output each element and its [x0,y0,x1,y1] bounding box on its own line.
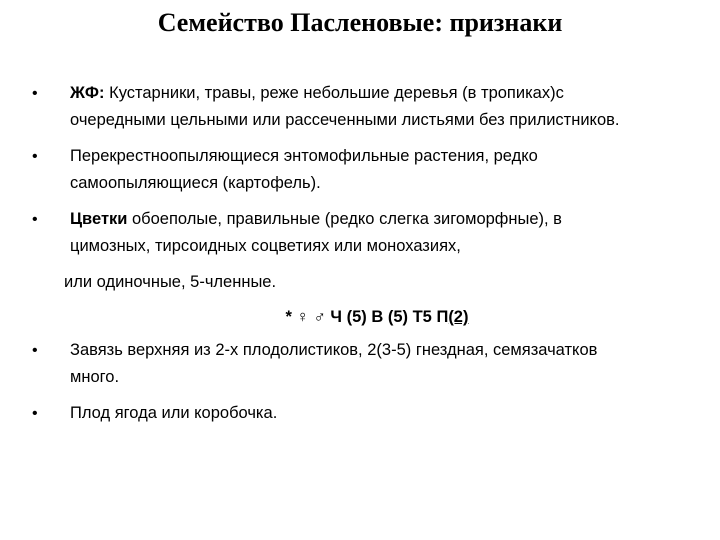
list-item-pollination [32,143,692,197]
content-list [32,80,692,436]
item-text: Завязь верхняя из 2-х плодолистиков, 2(3-5) гнездная, семязачатков [70,341,598,359]
bullet: • [32,405,38,422]
page-title: Семейство Пасленовые: признаки [157,8,563,37]
item-text: обоеполые, правильные (редко слегка зигоморфные), в [127,210,562,228]
list-item-life-form [32,80,692,134]
bullet: • [32,85,38,102]
bullet: • [32,211,38,228]
item-text-line2: очередными цельными или рассеченными листьями без прилистников. [70,111,620,129]
item-label: ЖФ: [70,84,105,102]
list-item-ovary [32,337,692,391]
bullet: • [32,148,38,165]
item-label: Цветки [70,210,128,228]
item-text: Перекрестноопыляющиеся энтомофильные растения, редко [70,147,538,165]
item-text-line2: много. [70,368,120,386]
list-item-fruit [32,400,692,427]
item-text-line2: цимозных, тирсоидных соцветиях или монохазиях, [70,237,461,255]
item-text: Кустарники, травы, реже небольшие деревья (в тропиках)с [104,84,564,102]
continuation-line: или одиночные, 5-членные. [64,273,277,291]
item-text-line2: самоопыляющиеся (картофель). [70,174,321,192]
flower-formula [32,304,692,331]
item-text: Плод ягода или коробочка. [70,404,278,422]
formula-main: * ♀ ♂ Ч (5) В (5) Т5 П [285,308,449,326]
list-item-flowers [32,206,692,260]
formula-underlined: (2) [448,308,469,326]
bullet: • [32,342,38,359]
